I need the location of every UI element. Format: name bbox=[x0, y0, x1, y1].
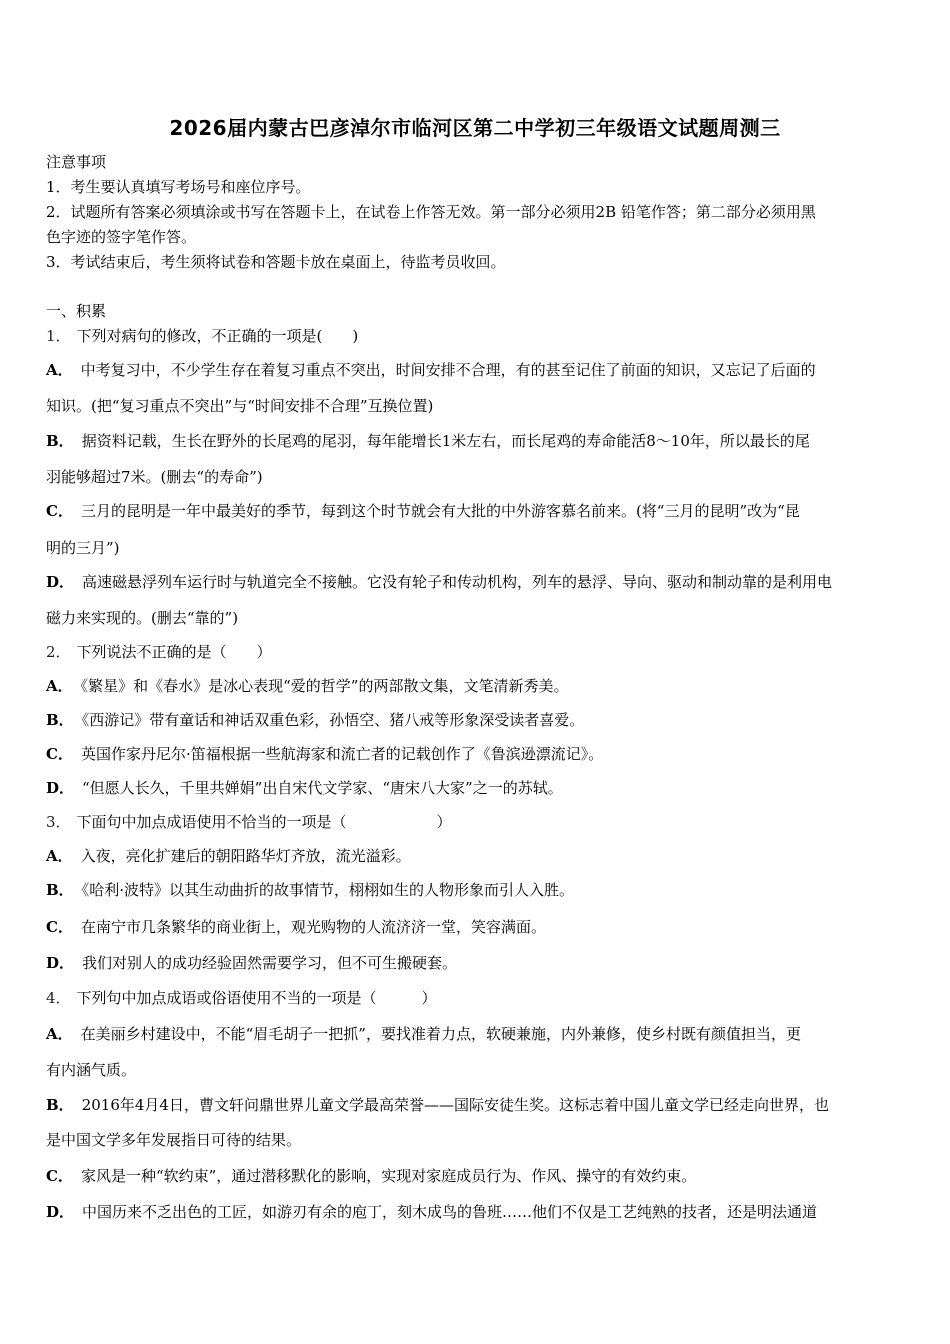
option-d bbox=[46, 953, 908, 973]
option-label: C． bbox=[46, 918, 73, 936]
option-text: 是中国文学多年发展指日可待的结果。 bbox=[46, 1131, 302, 1149]
notice-item: 1．考生要认真填写考场号和座位序号。 bbox=[46, 178, 311, 196]
option-text: 2016年4月4日，曹文轩问鼎世界儿童文学最高荣誉——国际安徒生奖。这标志着中国儿童文学已经走向世界，也 bbox=[81, 1096, 829, 1114]
option-label: D． bbox=[46, 779, 75, 797]
question-3 bbox=[46, 812, 908, 832]
question-1 bbox=[46, 326, 908, 346]
option-label: A． bbox=[46, 361, 73, 379]
option-a bbox=[46, 360, 908, 380]
option-label: A． bbox=[46, 847, 73, 865]
option-label: B． bbox=[46, 1096, 74, 1114]
option-text: 家风是一种“软约束”，通过潜移默化的影响，实现对家庭成员行为、作风、操守的有效约束。 bbox=[80, 1167, 697, 1185]
notice-heading: 注意事项 bbox=[46, 153, 107, 171]
option-text: 磁力来实现的。(删去“靠的”) bbox=[46, 609, 239, 627]
option-text: 中考复习中，不少学生存在着复习重点不突出，时间安排不合理，有的甚至记住了前面的知识，又忘记了后面的 bbox=[80, 361, 816, 379]
notice-item: 色字迹的签字笔作答。 bbox=[46, 228, 197, 246]
option-label: B． bbox=[46, 881, 74, 899]
notice-item: 2．试题所有答案必须填涂或书写在答题卡上，在试卷上作答无效。第一部分必须用2B 铅笔作答；第二部分必须用黑 bbox=[46, 203, 816, 221]
option-label: D． bbox=[46, 1203, 75, 1221]
option-c bbox=[46, 1166, 908, 1186]
option-label: B． bbox=[46, 432, 74, 450]
question-stem: 下面句中加点成语使用不恰当的一项是（ ） bbox=[76, 813, 452, 831]
question-stem: 下列说法不正确的是（ ） bbox=[76, 643, 272, 661]
option-text: 高速磁悬浮列车运行时与轨道完全不接触。它没有轮子和传动机构，列车的悬浮、导向、驱动和制动靠的是利用电 bbox=[82, 573, 833, 591]
option-c bbox=[46, 917, 908, 937]
option-label: A． bbox=[46, 677, 73, 695]
option-b bbox=[46, 710, 908, 730]
option-b bbox=[46, 880, 908, 900]
option-label: B． bbox=[46, 711, 74, 729]
notice-item: 3．考试结束后，考生须将试卷和答题卡放在桌面上，待监考员收回。 bbox=[46, 253, 506, 271]
option-text: 有内涵气质。 bbox=[46, 1061, 137, 1079]
option-text: 知识。(把“复习重点不突出”与“时间安排不合理”互换位置) bbox=[46, 397, 434, 415]
option-label: C． bbox=[46, 1167, 73, 1185]
option-text: 明的三月”) bbox=[46, 539, 120, 557]
option-text: “但愿人长久，千里共婵娟”出自宋代文学家、“唐宋八大家”之一的苏轼。 bbox=[82, 779, 563, 797]
option-b bbox=[46, 1095, 908, 1115]
option-b bbox=[46, 431, 908, 451]
question-number: 1． bbox=[46, 327, 71, 345]
question-number: 2． bbox=[46, 643, 71, 661]
option-a bbox=[46, 676, 908, 696]
section-heading: 一、积累 bbox=[46, 302, 107, 320]
option-d bbox=[46, 1202, 908, 1222]
option-d bbox=[46, 572, 908, 592]
option-text: 《繁星》和《春水》是冰心表现“爱的哲学”的两部散文集，文笔清新秀美。 bbox=[80, 677, 569, 695]
option-text: 《西游记》带有童话和神话双重色彩，孙悟空、猪八戒等形象深受读者喜爱。 bbox=[81, 711, 585, 729]
question-4 bbox=[46, 988, 908, 1008]
option-c bbox=[46, 744, 908, 764]
option-d bbox=[46, 778, 908, 798]
option-text: 《哈利·波特》以其生动曲折的故事情节，栩栩如生的人物形象而引人入胜。 bbox=[81, 881, 574, 899]
option-label: D． bbox=[46, 573, 75, 591]
option-text: 中国历来不乏出色的工匠，如游刃有余的庖丁，刻木成鸟的鲁班……他们不仅是工艺纯熟的技者，还是明法通道 bbox=[82, 1203, 818, 1221]
option-a bbox=[46, 846, 908, 866]
option-text: 三月的昆明是一年中最美好的季节，每到这个时节就会有大批的中外游客慕名前来。(将“三月的昆明”改为“昆 bbox=[80, 502, 800, 520]
question-number: 4． bbox=[46, 989, 71, 1007]
option-text: 英国作家丹尼尔·笛福根据一些航海家和流亡者的记载创作了《鲁滨逊漂流记》。 bbox=[80, 745, 604, 763]
option-text: 在美丽乡村建设中，不能“眉毛胡子一把抓”，要找准着力点，软硬兼施，内外兼修，使乡村既有颜值担当，更 bbox=[80, 1025, 801, 1043]
option-a bbox=[46, 1024, 908, 1044]
option-c bbox=[46, 501, 908, 521]
option-text: 据资料记载，生长在野外的长尾鸡的尾羽，每年能增长1米左右，而长尾鸡的寿命能活8～10年，所以最长的尾 bbox=[81, 432, 810, 450]
question-number: 3． bbox=[46, 813, 71, 831]
option-label: C． bbox=[46, 502, 73, 520]
option-text: 我们对别人的成功经验固然需要学习，但不可生搬硬套。 bbox=[82, 954, 458, 972]
option-label: D． bbox=[46, 954, 75, 972]
question-2 bbox=[46, 642, 908, 662]
option-label: A． bbox=[46, 1025, 73, 1043]
question-stem: 下列对病句的修改，不正确的一项是( ) bbox=[76, 327, 359, 345]
option-text: 在南宁市几条繁华的商业街上，观光购物的人流济济一堂，笑容满面。 bbox=[80, 918, 546, 936]
option-text: 入夜，亮化扩建后的朝阳路华灯齐放，流光溢彩。 bbox=[80, 847, 411, 865]
question-stem: 下列句中加点成语或俗语使用不当的一项是（ ） bbox=[76, 989, 437, 1007]
option-label: C． bbox=[46, 745, 73, 763]
page-title: 2026届内蒙古巴彦淖尔市临河区第二中学初三年级语文试题周测三 bbox=[169, 116, 781, 140]
option-text: 羽能够超过7米。(删去“的寿命”) bbox=[46, 468, 263, 486]
